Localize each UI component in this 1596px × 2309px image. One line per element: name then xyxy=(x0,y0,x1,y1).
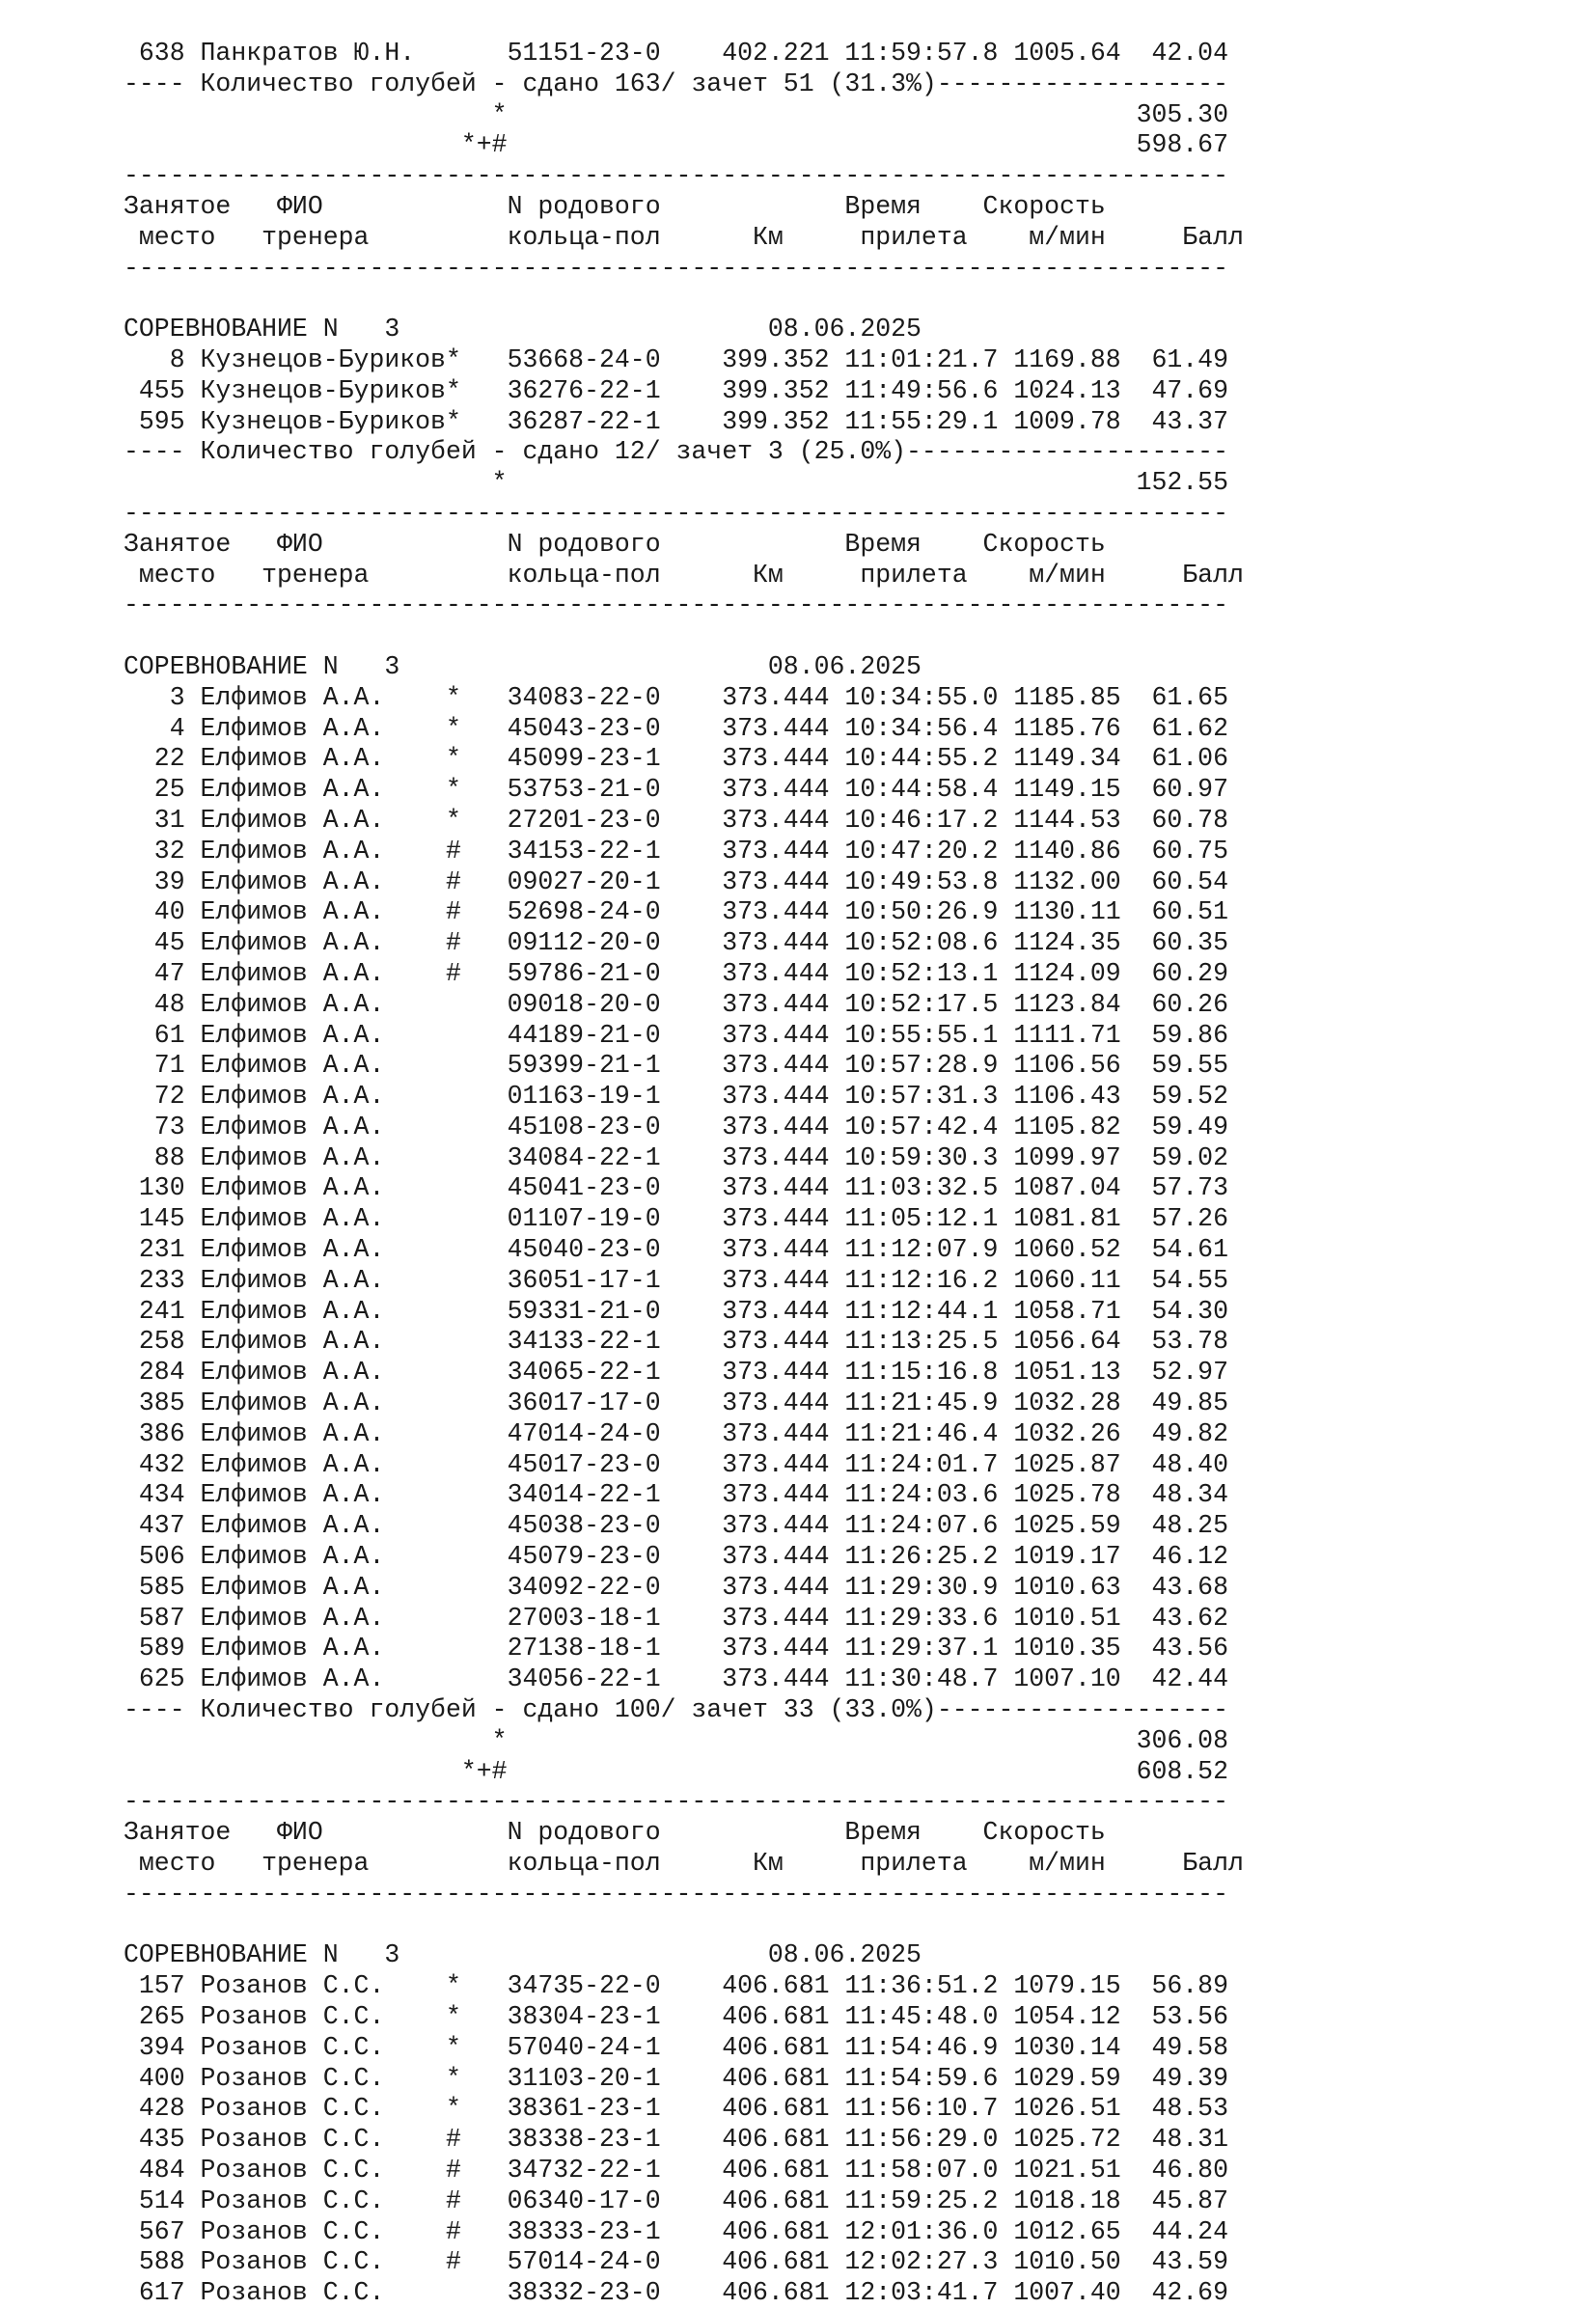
result-row: 39 Елфимов А.А. # 09027-20-1 373.444 10:49:53.8 1132.00 60.54 xyxy=(124,866,1228,896)
total-line: *+# 598.67 xyxy=(124,130,1228,160)
result-row: 435 Розанов С.С. # 38338-23-1 406.681 11:56:29.0 1025.72 48.31 xyxy=(124,2125,1228,2155)
result-row: 400 Розанов С.С. * 31103-20-1 406.681 11:54:59.6 1029.59 49.39 xyxy=(124,2063,1228,2093)
total-line: * 152.55 xyxy=(124,468,1228,498)
result-row: 73 Елфимов А.А. 45108-23-0 373.444 10:57:42.4 1105.82 59.49 xyxy=(124,1112,1228,1141)
result-row: 432 Елфимов А.А. 45017-23-0 373.444 11:24:01.7 1025.87 48.40 xyxy=(124,1449,1228,1479)
result-row: 71 Елфимов А.А. 59399-21-1 373.444 10:57:28.9 1106.56 59.55 xyxy=(124,1051,1228,1081)
summary-line: ---- Количество голубей - сдано 163/ зачет 51 (31.3%)------------------- xyxy=(124,69,1228,98)
result-row: 567 Розанов С.С. # 38333-23-1 406.681 12:01:36.0 1012.65 44.24 xyxy=(124,2216,1228,2246)
result-row: 45 Елфимов А.А. # 09112-20-0 373.444 10:52:08.6 1124.35 60.35 xyxy=(124,928,1228,958)
result-row: 588 Розанов С.С. # 57014-24-0 406.681 12:02:27.3 1010.50 43.59 xyxy=(124,2247,1228,2277)
total-line: * 305.30 xyxy=(124,99,1228,129)
competition-line: СОРЕВНОВАНИЕ N 3 08.06.2025 xyxy=(124,315,922,344)
result-row: 61 Елфимов А.А. 44189-21-0 373.444 10:55:55.1 1111.71 59.86 xyxy=(124,1020,1228,1050)
section-rule: ------------------------------------------------------------------------ xyxy=(124,1787,1228,1817)
result-row: 484 Розанов С.С. # 34732-22-1 406.681 11:58:07.0 1021.51 46.80 xyxy=(124,2155,1228,2185)
result-row: 31 Елфимов А.А. * 27201-23-0 373.444 10:46:17.2 1144.53 60.78 xyxy=(124,805,1228,835)
column-header-line-2: место тренера кольца-пол Км прилета м/мин Балл xyxy=(124,222,1244,252)
result-row: 514 Розанов С.С. # 06340-17-0 406.681 11:59:25.2 1018.18 45.87 xyxy=(124,2185,1228,2215)
column-header-line-1: Занятое ФИО N родового Время Скорость xyxy=(124,1818,1106,1848)
result-row: 617 Розанов С.С. 38332-23-0 406.681 12:03:41.7 1007.40 42.69 xyxy=(124,2278,1228,2308)
result-row: 22 Елфимов А.А. * 45099-23-1 373.444 10:44:55.2 1149.34 61.06 xyxy=(124,744,1228,774)
result-row: 145 Елфимов А.А. 01107-19-0 373.444 11:05:12.1 1081.81 57.26 xyxy=(124,1204,1228,1234)
result-row: 437 Елфимов А.А. 45038-23-0 373.444 11:24:07.6 1025.59 48.25 xyxy=(124,1511,1228,1541)
result-row: 88 Елфимов А.А. 34084-22-1 373.444 10:59:30.3 1099.97 59.02 xyxy=(124,1142,1228,1172)
result-row: 585 Елфимов А.А. 34092-22-0 373.444 11:29:30.9 1010.63 43.68 xyxy=(124,1572,1228,1602)
header-rule: ------------------------------------------------------------------------ xyxy=(124,1879,1228,1909)
result-row: 506 Елфимов А.А. 45079-23-0 373.444 11:26:25.2 1019.17 46.12 xyxy=(124,1542,1228,1572)
column-header-line-1: Занятое ФИО N родового Время Скорость xyxy=(124,191,1106,221)
result-row: 587 Елфимов А.А. 27003-18-1 373.444 11:29:33.6 1010.51 43.62 xyxy=(124,1603,1228,1633)
column-header-line-2: место тренера кольца-пол Км прилета м/мин Балл xyxy=(124,560,1244,590)
result-row: 625 Елфимов А.А. 34056-22-1 373.444 11:30:48.7 1007.10 42.44 xyxy=(124,1664,1228,1694)
header-rule: ------------------------------------------------------------------------ xyxy=(124,591,1228,620)
result-row: 434 Елфимов А.А. 34014-22-1 373.444 11:24:03.6 1025.78 48.34 xyxy=(124,1480,1228,1510)
result-row: 157 Розанов С.С. * 34735-22-0 406.681 11:36:51.2 1079.15 56.89 xyxy=(124,1971,1228,2001)
result-row: 40 Елфимов А.А. # 52698-24-0 373.444 10:50:26.9 1130.11 60.51 xyxy=(124,897,1228,927)
result-row: 386 Елфимов А.А. 47014-24-0 373.444 11:21:46.4 1032.26 49.82 xyxy=(124,1418,1228,1448)
summary-line: ---- Количество голубей - сдано 100/ зачет 33 (33.0%)------------------- xyxy=(124,1695,1228,1725)
column-header-line-2: место тренера кольца-пол Км прилета м/мин Балл xyxy=(124,1849,1244,1879)
blank-line xyxy=(124,284,1244,315)
column-header-line-1: Занятое ФИО N родового Время Скорость xyxy=(124,529,1106,559)
result-row: 231 Елфимов А.А. 45040-23-0 373.444 11:12:07.9 1060.52 54.61 xyxy=(124,1235,1228,1265)
competition-line: СОРЕВНОВАНИЕ N 3 08.06.2025 xyxy=(124,1940,922,1970)
result-row: 47 Елфимов А.А. # 59786-21-0 373.444 10:52:13.1 1124.09 60.29 xyxy=(124,958,1228,988)
summary-line: ---- Количество голубей - сдано 12/ зачет 3 (25.0%)--------------------- xyxy=(124,437,1228,467)
result-row: 8 Кузнецов-Буриков* 53668-24-0 399.352 11:01:21.7 1169.88 61.49 xyxy=(124,344,1228,374)
total-line: * 306.08 xyxy=(124,1725,1228,1755)
result-row: 265 Розанов С.С. * 38304-23-1 406.681 11:45:48.0 1054.12 53.56 xyxy=(124,2002,1228,2031)
blank-line xyxy=(124,621,1244,652)
result-row: 32 Елфимов А.А. # 34153-22-1 373.444 10:47:20.2 1140.86 60.75 xyxy=(124,836,1228,866)
result-row: 130 Елфимов А.А. 45041-23-0 373.444 11:03:32.5 1087.04 57.73 xyxy=(124,1173,1228,1203)
total-line: *+# 608.52 xyxy=(124,1756,1228,1786)
result-row: 638 Панкратов Ю.Н. 51151-23-0 402.221 11:59:57.8 1005.64 42.04 xyxy=(124,39,1228,68)
result-row: 241 Елфимов А.А. 59331-21-0 373.444 11:12:44.1 1058.71 54.30 xyxy=(124,1296,1228,1326)
result-row: 3 Елфимов А.А. * 34083-22-0 373.444 10:34:55.0 1185.85 61.65 xyxy=(124,682,1228,712)
result-row: 4 Елфимов А.А. * 45043-23-0 373.444 10:34:56.4 1185.76 61.62 xyxy=(124,713,1228,743)
result-row: 48 Елфимов А.А. 09018-20-0 373.444 10:52:17.5 1123.84 60.26 xyxy=(124,989,1228,1019)
competition-line: СОРЕВНОВАНИЕ N 3 08.06.2025 xyxy=(124,651,922,681)
result-row: 589 Елфимов А.А. 27138-18-1 373.444 11:29:37.1 1010.35 43.56 xyxy=(124,1634,1228,1663)
result-row: 595 Кузнецов-Буриков* 36287-22-1 399.352 11:55:29.1 1009.78 43.37 xyxy=(124,406,1228,436)
section-rule: ------------------------------------------------------------------------ xyxy=(124,161,1228,191)
result-row: 25 Елфимов А.А. * 53753-21-0 373.444 10:44:58.4 1149.15 60.97 xyxy=(124,775,1228,805)
result-row: 385 Елфимов А.А. 36017-17-0 373.444 11:21:45.9 1032.28 49.85 xyxy=(124,1388,1228,1418)
result-row: 233 Елфимов А.А. 36051-17-1 373.444 11:12:16.2 1060.11 54.55 xyxy=(124,1265,1228,1295)
result-row: 72 Елфимов А.А. 01163-19-1 373.444 10:57:31.3 1106.43 59.52 xyxy=(124,1082,1228,1112)
blank-line xyxy=(124,1910,1244,1941)
result-row: 284 Елфимов А.А. 34065-22-1 373.444 11:15:16.8 1051.13 52.97 xyxy=(124,1358,1228,1388)
results-document xyxy=(124,39,1244,2309)
result-row: 258 Елфимов А.А. 34133-22-1 373.444 11:13:25.5 1056.64 53.78 xyxy=(124,1327,1228,1357)
result-row: 428 Розанов С.С. * 38361-23-1 406.681 11:56:10.7 1026.51 48.53 xyxy=(124,2094,1228,2124)
result-row: 455 Кузнецов-Буриков* 36276-22-1 399.352 11:49:56.6 1024.13 47.69 xyxy=(124,375,1228,405)
result-row: 394 Розанов С.С. * 57040-24-1 406.681 11:54:46.9 1030.14 49.58 xyxy=(124,2032,1228,2062)
section-rule: ------------------------------------------------------------------------ xyxy=(124,498,1228,528)
header-rule: ------------------------------------------------------------------------ xyxy=(124,253,1228,283)
